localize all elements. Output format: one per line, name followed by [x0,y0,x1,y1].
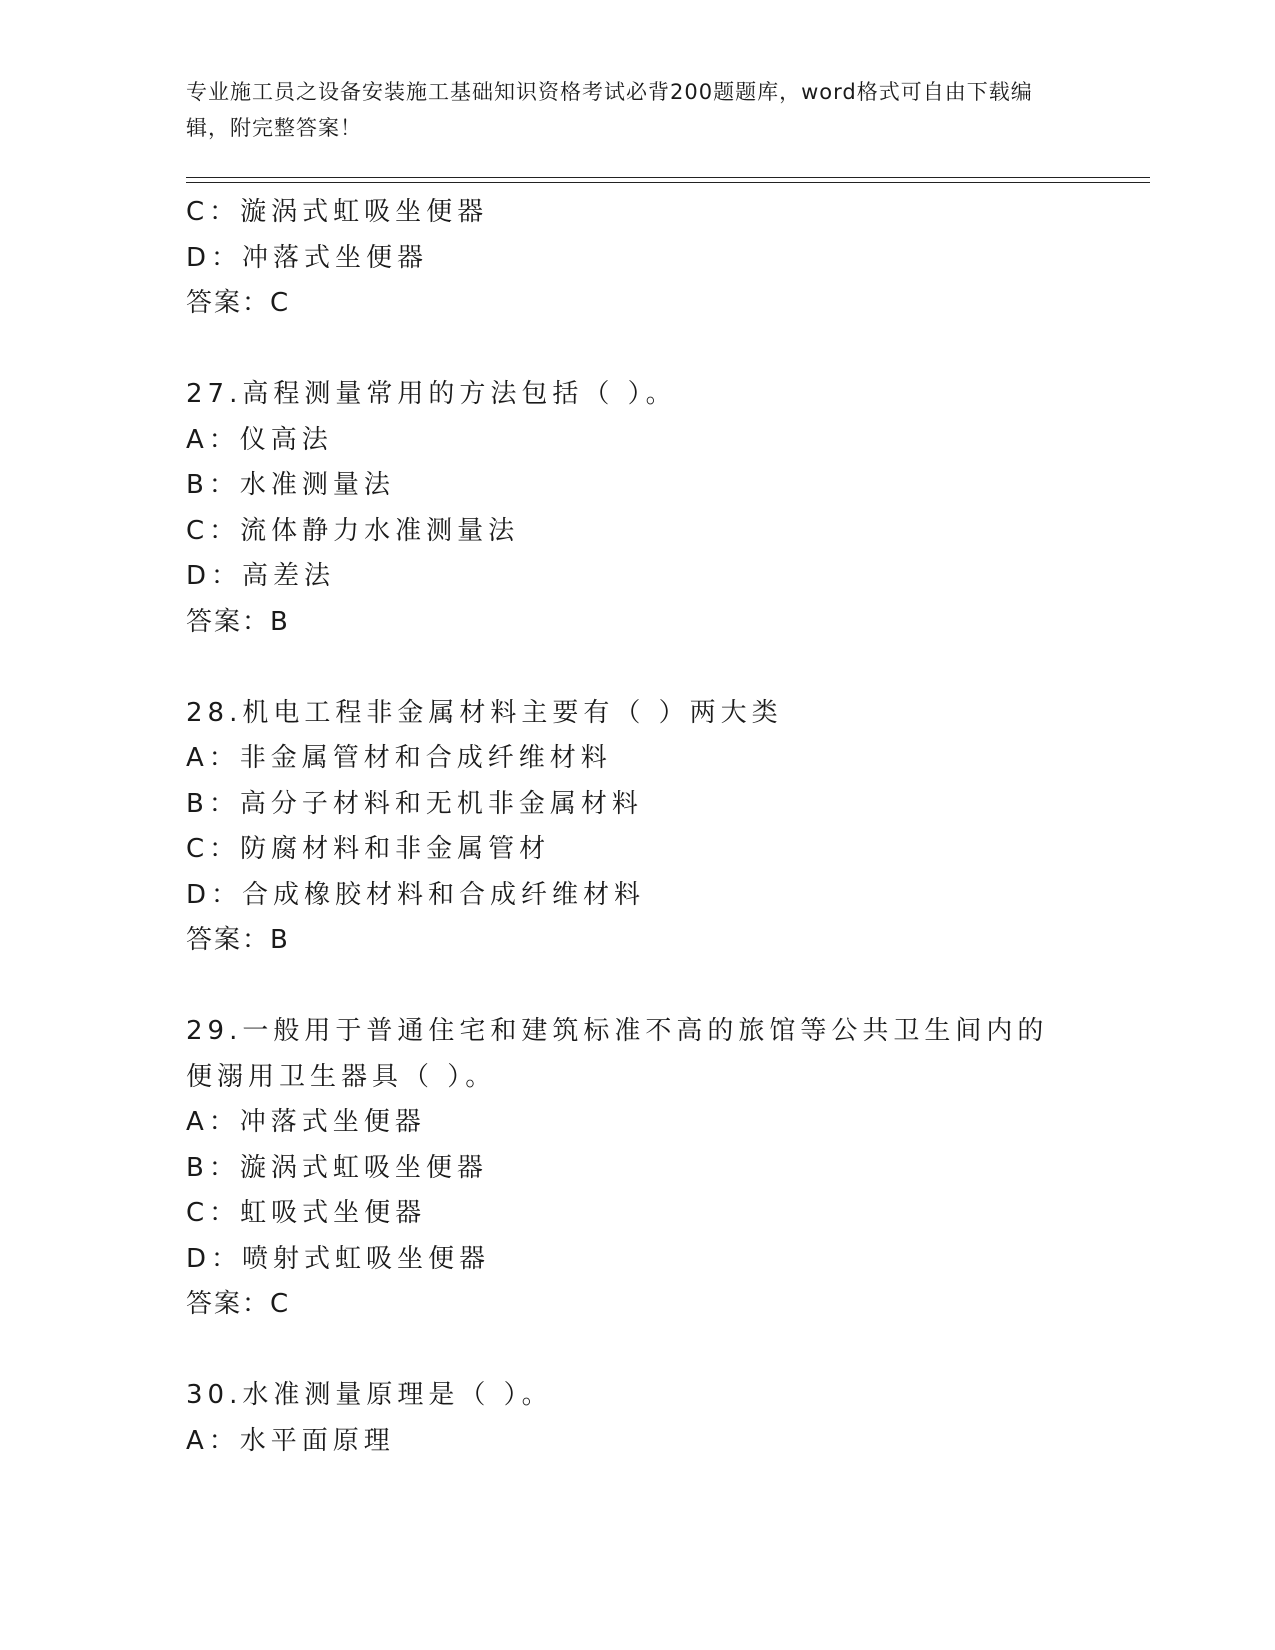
option-c: C：漩涡式虹吸坐便器 [186,197,489,227]
header-rule-top [186,177,1150,178]
spacer [186,1328,1086,1374]
document-header: 专业施工员之设备安装施工基础知识资格考试必背200题题库，word格式可自由下载编辑，附完整答案！ [186,80,1033,140]
option-c: C：流体静力水准测量法 [186,515,520,546]
question-28 [186,691,1086,964]
option-b: B：漩涡式虹吸坐便器 [186,1152,488,1183]
option-c: C：虹吸式坐便器 [186,1198,427,1228]
spacer [186,964,1086,1010]
document-body [186,190,1086,1464]
answer: 答案：B [186,925,290,955]
option-d: D：冲落式坐便器 [186,242,429,273]
question-stem: 28.机电工程非金属材料主要有（ ）两大类 [186,697,783,728]
answer: 答案：B [186,606,290,637]
answer: 答案：C [186,288,291,318]
option-d: D：喷射式虹吸坐便器 [186,1243,491,1274]
option-c: C：防腐材料和非金属管材 [186,834,551,864]
spacer [186,645,1086,691]
question-30 [186,1373,1086,1464]
option-d: D：合成橡胶材料和合成纤维材料 [186,879,646,910]
answer: 答案：C [186,1289,291,1319]
spacer [186,327,1086,373]
option-a: A：水平面原理 [186,1425,395,1456]
question-27 [186,372,1086,645]
question-stem: 27.高程测量常用的方法包括（ ）。 [186,379,677,409]
question-stem: 29.一般用于普通住宅和建筑标准不高的旅馆等公共卫生间内的便溺用卫生器具（ ）。 [186,1016,1049,1092]
option-b: B：水准测量法 [186,470,395,500]
option-b: B：高分子材料和无机非金属材料 [186,788,643,819]
question-29 [186,1009,1086,1328]
question-stem: 30.水准测量原理是（ ）。 [186,1380,553,1410]
option-a: A：非金属管材和合成纤维材料 [186,743,612,773]
header-rule-bottom [186,182,1150,183]
option-a: A：仪高法 [186,424,333,455]
option-d: D：高差法 [186,561,336,591]
option-a: A：冲落式坐便器 [186,1107,426,1137]
